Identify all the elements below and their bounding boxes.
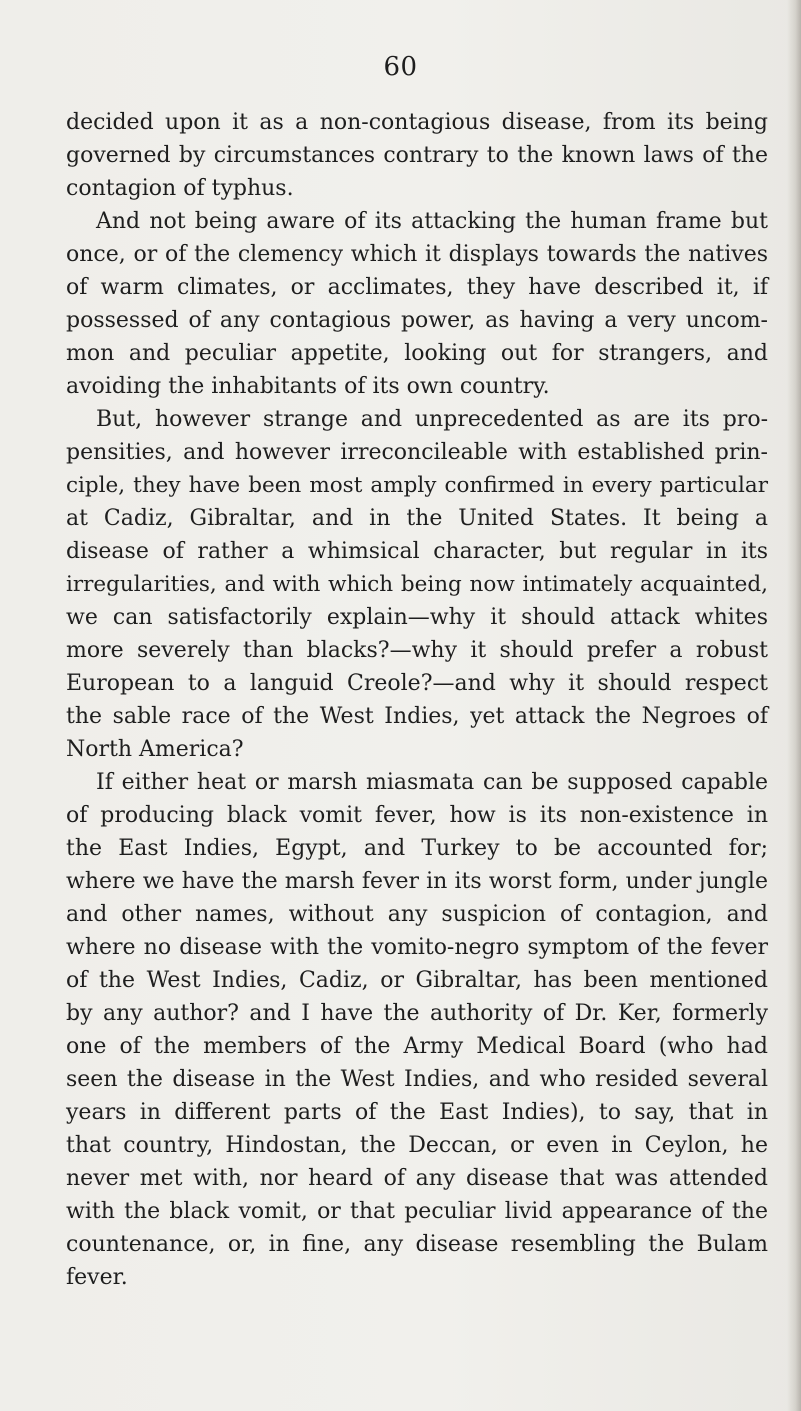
text-line: governed by circumstances contrary to the known laws of the (66, 143, 768, 168)
text-line: If either heat or marsh miasmata can be supposed capable (96, 770, 768, 795)
text-line: seen the disease in the West Indies, and who resided several (66, 1067, 768, 1092)
text-line: once, or of the clemency which it displays towards the natives (66, 242, 768, 267)
text-line: North America? (66, 737, 244, 762)
text-line: one of the members of the Army Medical Board (who had (66, 1034, 768, 1059)
text-line: possessed of any contagious power, as having a very uncom- (66, 308, 768, 333)
text-line: more severely than blacks?—why it should prefer a robust (66, 638, 768, 663)
body-text (66, 106, 768, 1294)
text-line: And not being aware of its attacking the human frame but (96, 209, 768, 234)
text-line: of producing black vomit fever, how is its non-existence in (66, 803, 768, 828)
text-line: fever. (66, 1265, 128, 1290)
text-line: at Cadiz, Gibraltar, and in the United States. It being a (66, 506, 768, 531)
text-line: ciple, they have been most amply confirmed in every particular (66, 473, 768, 498)
text-line: the sable race of the West Indies, yet attack the Negroes of (66, 704, 768, 729)
page-number: 60 (383, 52, 418, 82)
text-line: mon and peculiar appetite, looking out for strangers, and (66, 341, 768, 366)
text-line: pensities, and however irreconcileable with established prin- (66, 440, 768, 465)
text-line: we can satisfactorily explain—why it should attack whites (66, 605, 768, 630)
text-line: countenance, or, in fine, any disease resembling the Bulam (66, 1232, 768, 1257)
text-line: of the West Indies, Cadiz, or Gibraltar, has been mentioned (66, 968, 768, 993)
text-line: contagion of typhus. (66, 176, 294, 201)
text-line: where no disease with the vomito-negro symptom of the fever (66, 935, 768, 960)
text-line: European to a languid Creole?—and why it should respect (66, 671, 768, 696)
text-line: and other names, without any suspicion of contagion, and (66, 902, 768, 927)
text-line: disease of rather a whimsical character, but regular in its (66, 539, 768, 564)
text-line: irregularities, and with which being now intimately acquainted, (66, 572, 768, 597)
text-line: that country, Hindostan, the Deccan, or even in Ceylon, he (66, 1133, 768, 1158)
text-line: years in different parts of the East Indies), to say, that in (66, 1100, 768, 1125)
text-line: decided upon it as a non-contagious disease, from its being (66, 110, 768, 135)
page-edge-shadow (787, 0, 801, 1411)
text-line: the East Indies, Egypt, and Turkey to be accounted for; (66, 836, 768, 861)
text-line: never met with, nor heard of any disease that was attended (66, 1166, 768, 1191)
text-line: of warm climates, or acclimates, they have described it, if (66, 275, 768, 300)
text-line: But, however strange and unprecedented as are its pro- (96, 407, 768, 432)
text-line: by any author? and I have the authority of Dr. Ker, formerly (66, 1001, 768, 1026)
text-line: avoiding the inhabitants of its own country. (66, 374, 550, 399)
text-line: where we have the marsh fever in its worst form, under jungle (66, 869, 768, 894)
text-line: with the black vomit, or that peculiar livid appearance of the (66, 1199, 768, 1224)
